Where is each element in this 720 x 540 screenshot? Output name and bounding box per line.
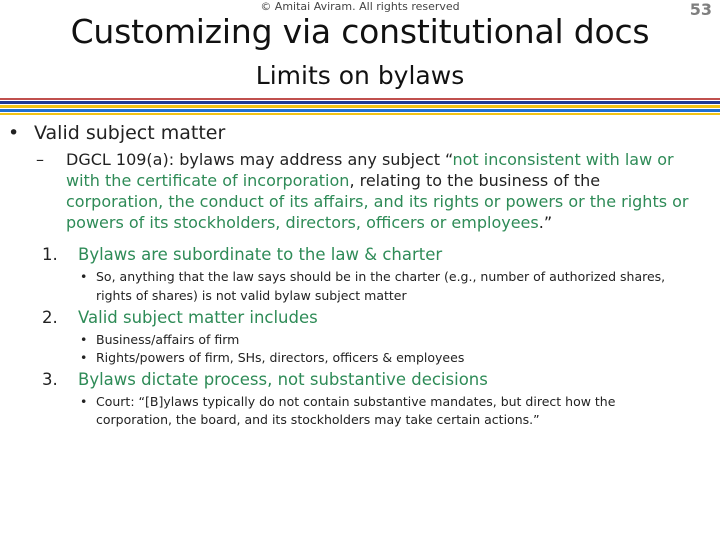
slide-number: 53: [689, 0, 712, 19]
sub-bullet-text: So, anything that the law says should be in the charter (e.g., number of authorized shares,: [96, 269, 666, 284]
bullet-icon: •: [80, 350, 88, 365]
sub-bullet: [80, 331, 239, 349]
sub-bullet: [80, 393, 615, 411]
quote-text: .”: [538, 213, 553, 232]
item-label: Bylaws dictate process, not substantive decisions: [78, 370, 488, 389]
dgcl-quote: [66, 149, 706, 233]
quote-highlight: not inconsistent with law or: [452, 150, 674, 169]
slide-title: Customizing via constitutional docs: [70, 12, 650, 51]
main-bullet: [8, 122, 225, 144]
quote-line-2: [66, 170, 706, 191]
quote-text: DGCL 109(a): bylaws may address any subject “: [66, 150, 453, 169]
copyright-notice: © Amitai Aviram. All rights reserved: [260, 0, 460, 13]
numbered-item-2: [42, 308, 318, 327]
main-bullet-text: Valid subject matter: [34, 122, 226, 144]
bullet-icon: •: [80, 394, 88, 409]
item-number: 3.: [42, 370, 58, 389]
sub-bullet-continuation: corporation, the board, and its stockholders may take certain actions.”: [96, 412, 540, 427]
slide-subtitle: Limits on bylaws: [255, 61, 465, 90]
sub-bullet-text: Rights/powers of firm, SHs, directors, officers & employees: [96, 350, 465, 365]
numbered-item-3: [42, 370, 488, 389]
bullet-icon: •: [80, 269, 88, 284]
item-label: Bylaws are subordinate to the law & charter: [78, 245, 443, 264]
numbered-item-1: [42, 245, 442, 264]
quote-line-4: [66, 212, 706, 233]
quote-line-1: [66, 149, 706, 170]
item-label: Valid subject matter includes: [78, 308, 318, 327]
item-number: 1.: [42, 245, 58, 264]
quote-line-3: corporation, the conduct of its affairs, and its rights or powers or the rights or: [66, 192, 689, 211]
quote-text: , relating to the business of the: [349, 171, 601, 190]
sub-bullet-continuation: rights of shares) is not valid bylaw subject matter: [96, 288, 407, 303]
sub-bullet: [80, 268, 665, 286]
bullet-icon: •: [80, 332, 88, 347]
sub-bullet: [80, 349, 464, 367]
sub-bullet-text: Business/affairs of firm: [96, 332, 240, 347]
item-number: 2.: [42, 308, 58, 327]
quote-highlight: with the certificate of incorporation: [66, 171, 350, 190]
dash-icon: –: [36, 150, 44, 169]
bullet-icon: •: [8, 122, 20, 144]
quote-highlight: powers of its stockholders, directors, officers or employees: [66, 213, 539, 232]
sub-bullet-text: Court: “[B]ylaws typically do not contain substantive mandates, but direct how the: [96, 394, 616, 409]
